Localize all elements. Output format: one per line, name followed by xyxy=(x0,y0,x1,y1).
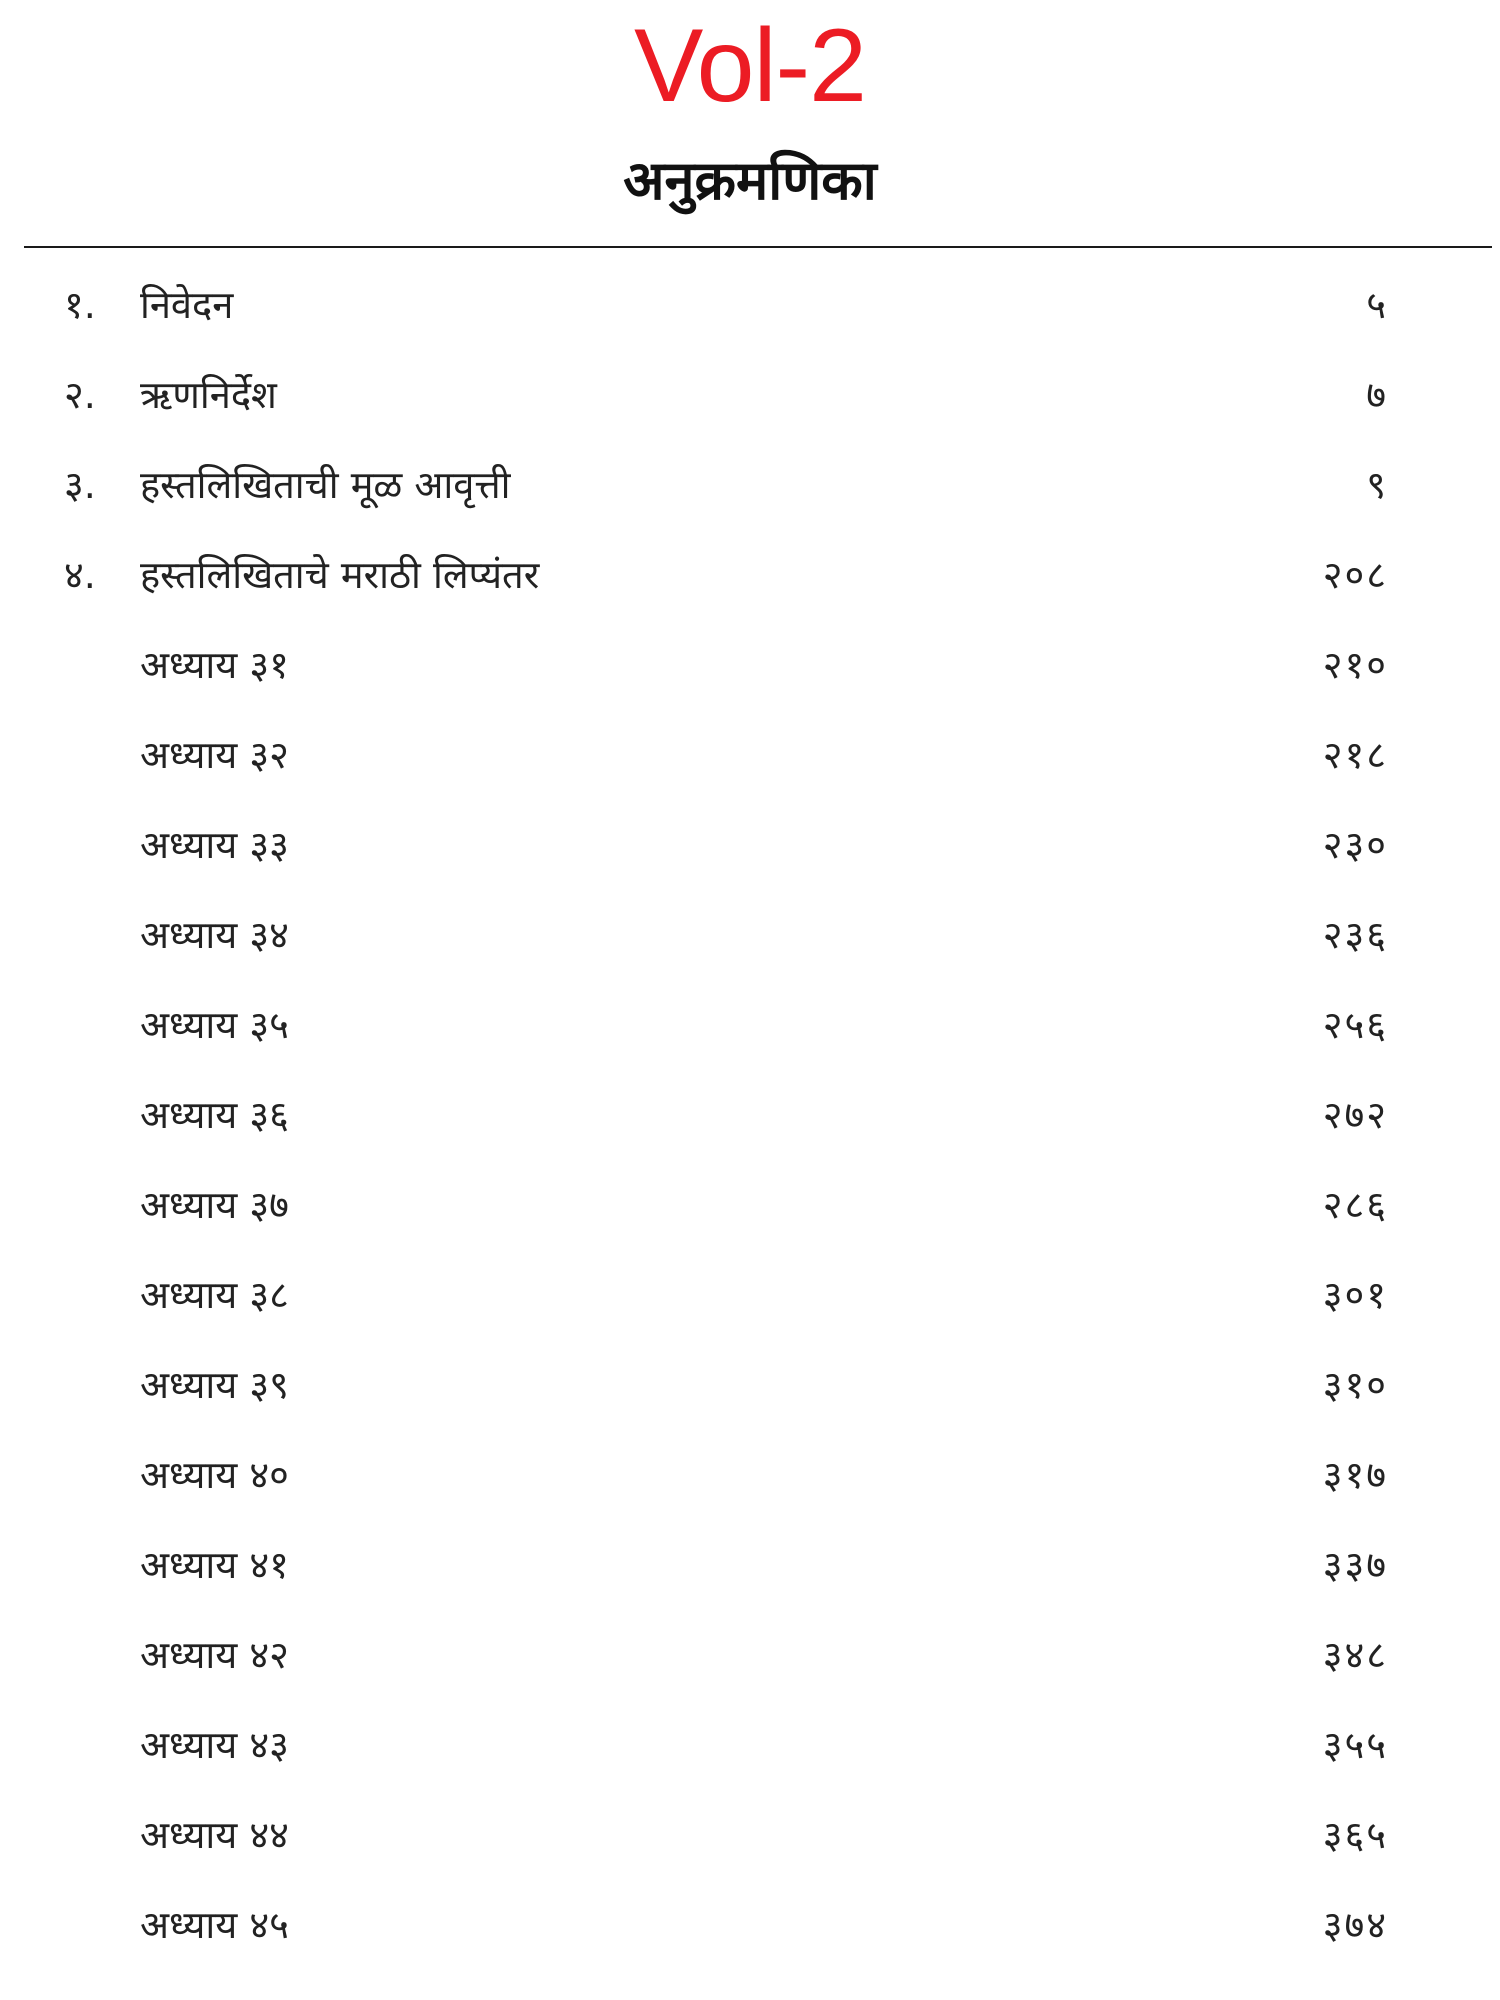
toc-entry-title: अध्याय ४० xyxy=(140,1453,289,1497)
toc-entry-title: अध्याय ४२ xyxy=(140,1633,289,1677)
toc-entry-title: अध्याय ४५ xyxy=(140,1903,289,1947)
toc-entry-title: अध्याय ३२ xyxy=(140,733,289,777)
toc-entry xyxy=(0,532,1500,622)
toc-entry-page: ३१० xyxy=(1322,1363,1388,1407)
toc-chapter-entry xyxy=(0,892,1500,982)
toc-entry-title: निवेदन xyxy=(140,283,234,327)
toc-chapter-entry xyxy=(0,1882,1500,1972)
toc-entry-page: ३१७ xyxy=(1322,1453,1388,1497)
toc-chapter-entry xyxy=(0,1522,1500,1612)
toc-entry-title: हस्तलिखिताचे मराठी लिप्यंतर xyxy=(140,553,540,597)
toc-chapter-entry xyxy=(0,1072,1500,1162)
toc-entry-number: १. xyxy=(64,283,96,327)
toc-entry-title: अध्याय ४४ xyxy=(140,1813,289,1857)
table-of-contents xyxy=(0,262,1500,1972)
toc-chapter-entry xyxy=(0,1792,1500,1882)
volume-label: Vol-2 xyxy=(633,8,867,124)
toc-entry-title: अध्याय ३७ xyxy=(140,1183,289,1227)
toc-chapter-entry xyxy=(0,1342,1500,1432)
toc-chapter-entry xyxy=(0,1432,1500,1522)
toc-chapter-entry xyxy=(0,802,1500,892)
toc-entry-page: २०८ xyxy=(1322,553,1388,597)
toc-entry-title: अध्याय ३९ xyxy=(140,1363,289,1407)
toc-entry-title: अध्याय ४३ xyxy=(140,1723,289,1767)
toc-chapter-entry xyxy=(0,712,1500,802)
toc-entry-page: २१० xyxy=(1322,643,1388,687)
toc-entry-page: ३०१ xyxy=(1322,1273,1388,1317)
toc-entry xyxy=(0,352,1500,442)
toc-entry-page: ३४८ xyxy=(1322,1633,1388,1677)
toc-entry-page: ३३७ xyxy=(1322,1543,1388,1587)
toc-entry xyxy=(0,262,1500,352)
toc-entry-page: २५६ xyxy=(1322,1003,1388,1047)
toc-entry-page: ३७४ xyxy=(1322,1903,1388,1947)
toc-entry-title: अध्याय ३१ xyxy=(140,643,289,687)
toc-entry-title: अध्याय ३३ xyxy=(140,823,289,867)
toc-entry-title: ऋणनिर्देश xyxy=(140,373,277,417)
toc-entry-page: २३६ xyxy=(1322,913,1388,957)
toc-entry-page: २८६ xyxy=(1322,1183,1388,1227)
toc-entry-page: २७२ xyxy=(1322,1093,1388,1137)
toc-entry-page: २१८ xyxy=(1322,733,1388,777)
toc-chapter-entry xyxy=(0,982,1500,1072)
toc-entry-title: अध्याय ३६ xyxy=(140,1093,289,1137)
toc-chapter-entry xyxy=(0,1252,1500,1342)
toc-entry-page: २३० xyxy=(1322,823,1388,867)
toc-entry-page: ७ xyxy=(1366,373,1388,417)
toc-chapter-entry xyxy=(0,1702,1500,1792)
toc-entry-number: ३. xyxy=(64,463,96,507)
toc-entry-page: ३५५ xyxy=(1322,1723,1388,1767)
toc-entry-title: अध्याय ३४ xyxy=(140,913,289,957)
toc-chapter-entry xyxy=(0,622,1500,712)
page-title: अनुक्रमणिका xyxy=(623,149,877,212)
toc-entry-title: अध्याय ४१ xyxy=(140,1543,289,1587)
toc-chapter-entry xyxy=(0,1612,1500,1702)
toc-chapter-entry xyxy=(0,1162,1500,1252)
title-divider xyxy=(24,246,1492,248)
toc-entry-page: ३६५ xyxy=(1322,1813,1388,1857)
toc-entry-title: हस्तलिखिताची मूळ आवृत्ती xyxy=(140,463,511,507)
toc-entry-page: ५ xyxy=(1366,283,1388,327)
toc-entry-number: २. xyxy=(64,373,96,417)
toc-entry-number: ४. xyxy=(64,553,96,597)
toc-entry-title: अध्याय ३५ xyxy=(140,1003,289,1047)
toc-entry-title: अध्याय ३८ xyxy=(140,1273,289,1317)
toc-entry-page: ९ xyxy=(1366,463,1388,507)
toc-entry xyxy=(0,442,1500,532)
